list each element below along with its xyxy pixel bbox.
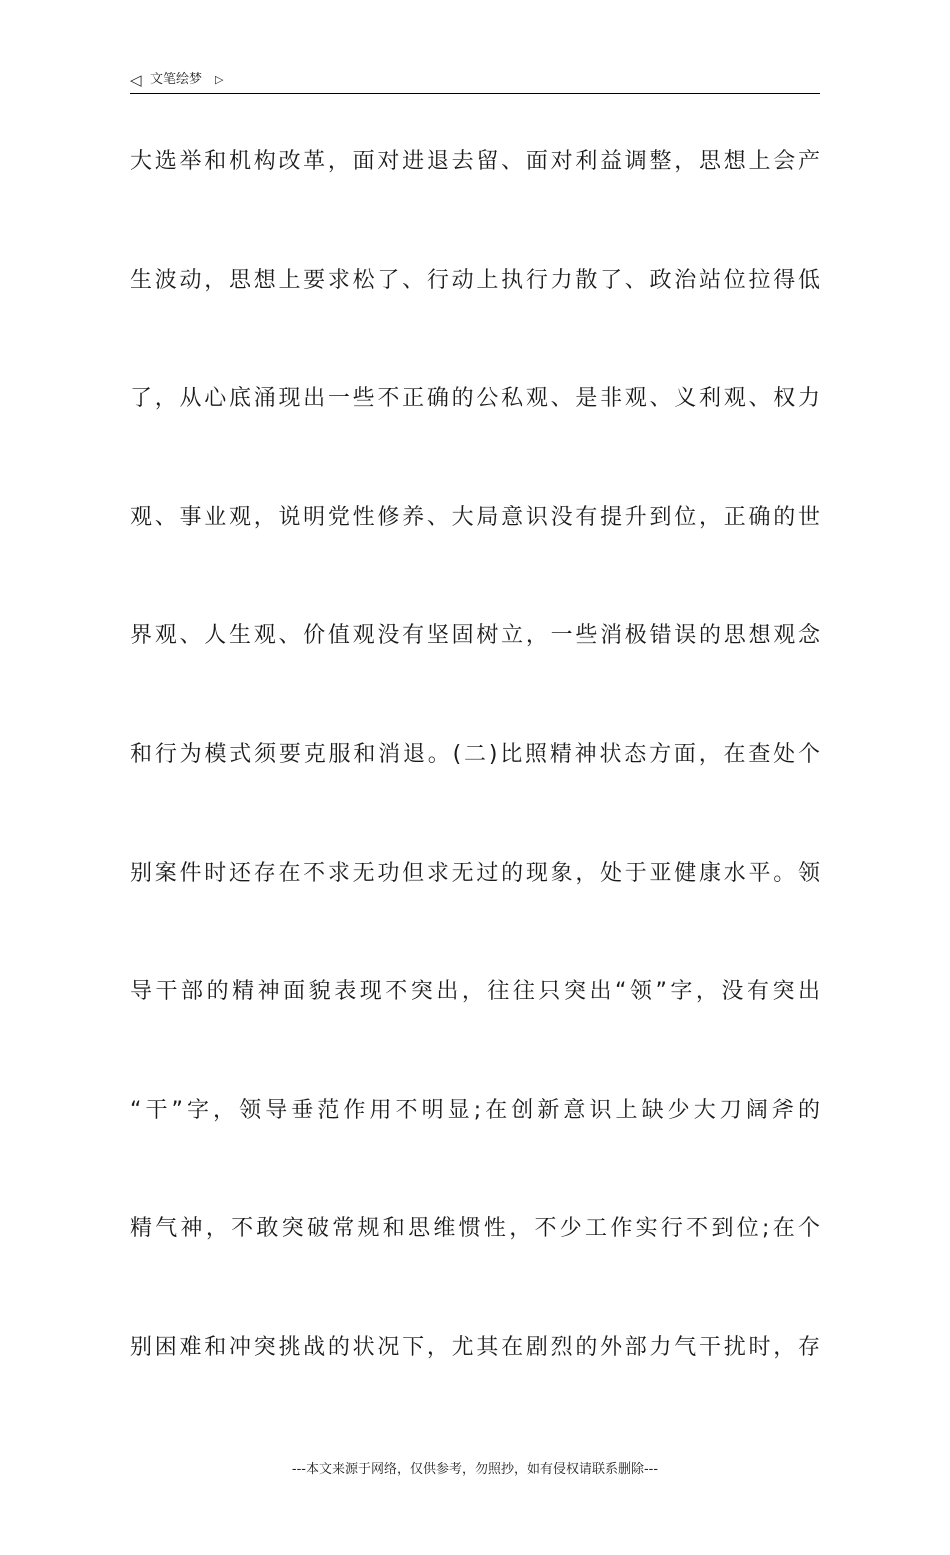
- text-line: 导干部的精神面貌表现不突出，往往只突出“领”字，没有突出: [130, 979, 820, 1005]
- header-divider: [130, 93, 820, 94]
- text-line: 别案件时还存在不求无功但求无过的现象，处于亚健康水平。领: [130, 860, 820, 886]
- text-line: “干”字，领导垂范作用不明显;在创新意识上缺少大刀阔斧的: [130, 1097, 820, 1123]
- header-brand: 文笔绘梦: [150, 72, 203, 87]
- text-line: 了，从心底涌现出一些不正确的公私观、是非观、义利观、权力: [130, 386, 820, 412]
- text-line: 大选举和机构改革，面对进退去留、面对利益调整，思想上会产: [130, 149, 820, 174]
- page-header: [130, 70, 820, 94]
- left-triangle-icon: ◁: [130, 71, 142, 89]
- text-line: 精气神，不敢突破常规和思维惯性，不少工作实行不到位;在个: [130, 1216, 820, 1242]
- text-line: 别困难和冲突挑战的状况下，尤其在剧烈的外部力气干扰时，存: [130, 1334, 820, 1360]
- right-triangle-icon: ▷: [215, 73, 224, 86]
- text-line: 观、事业观，说明党性修养、大局意识没有提升到位，正确的世: [130, 504, 820, 530]
- text-line: 界观、人生观、价值观没有坚固树立，一些消极错误的思想观念: [130, 623, 820, 649]
- text-line: 和行为模式须要克服和消退。(二)比照精神状态方面，在查处个: [130, 741, 820, 767]
- document-body: [130, 138, 820, 1443]
- text-line: 生波动，思想上要求松了、行动上执行力散了、政治站位拉得低: [130, 267, 820, 293]
- footer-disclaimer: ---本文来源于网络，仅供参考，勿照抄，如有侵权请联系删除---: [291, 1462, 659, 1477]
